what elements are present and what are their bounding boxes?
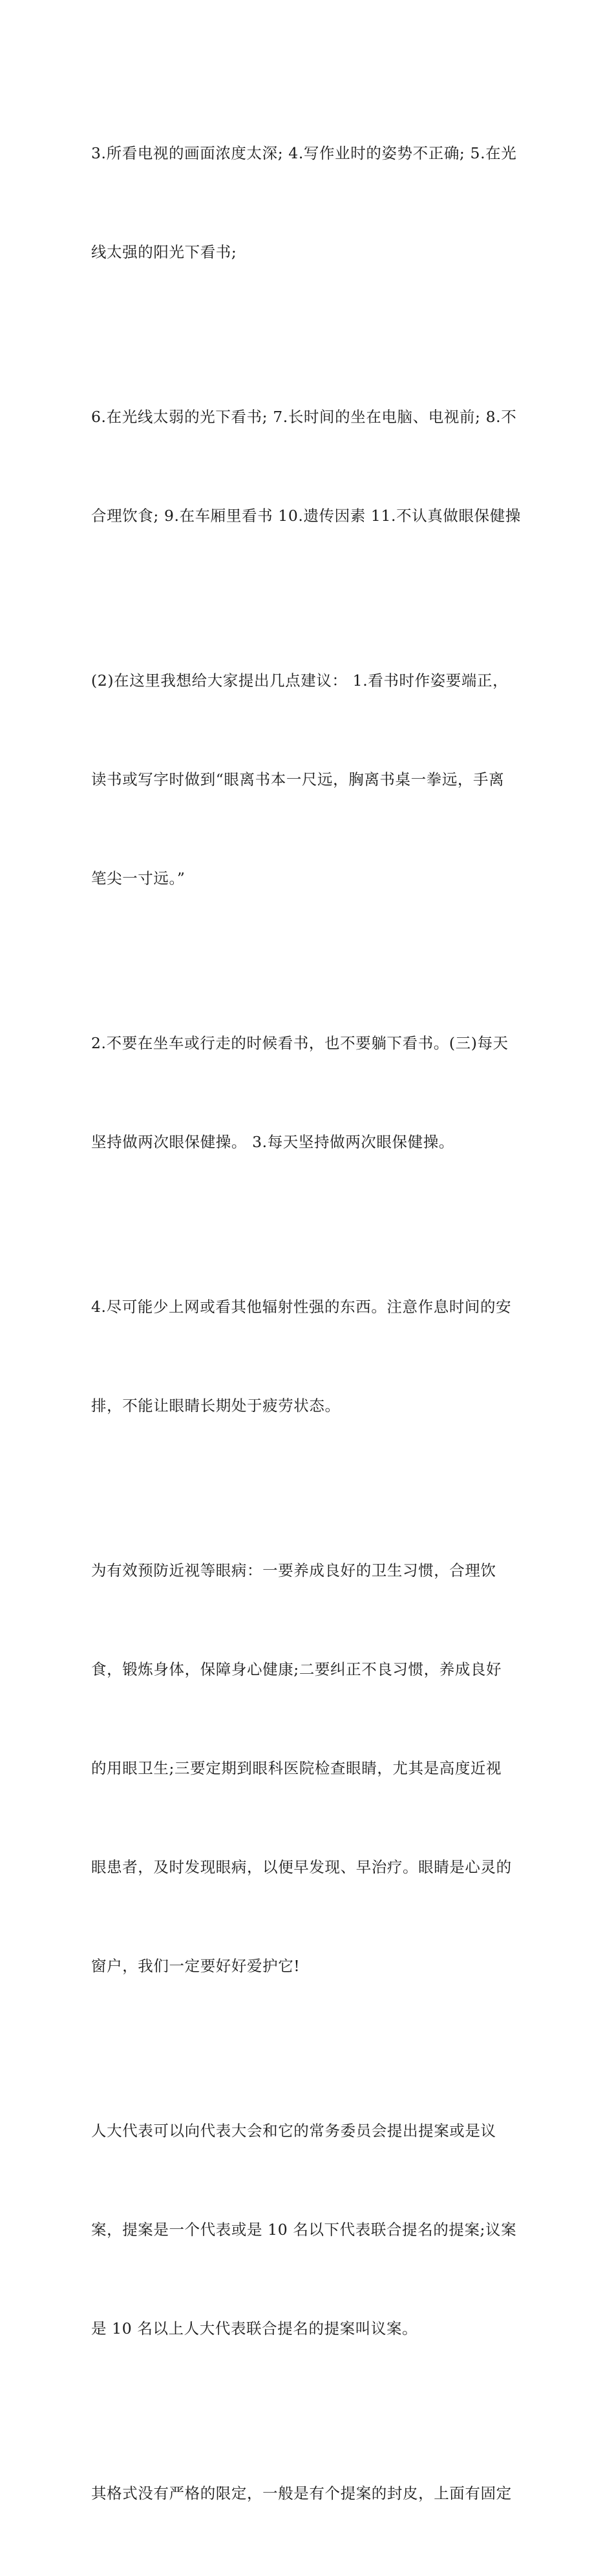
paragraph-suggestions-3 [91, 1225, 531, 1488]
text-line: 6.在光线太弱的光下看书; 7.长时间的坐在电脑、电视前; 8.不 [91, 408, 517, 426]
text-line: 笔尖一寸远。” [91, 869, 185, 887]
paragraph-causes-2 [91, 335, 531, 598]
paragraph-suggestions-1 [91, 598, 531, 961]
text-line: 食，锻炼身体，保障身心健康;二要纠正不良习惯，养成良好 [91, 1660, 502, 1678]
document-body [91, 71, 531, 2576]
text-line: 排，不能让眼睛长期处于疲劳状态。 [91, 1397, 341, 1415]
text-line: 4.尽可能少上网或看其他辐射性强的东西。注意作息时间的安 [91, 1298, 512, 1316]
text-line: 坚持做两次眼保健操。 3.每天坚持做两次眼保健操。 [91, 1133, 454, 1151]
text-line: 线太强的阳光下看书; [91, 243, 237, 261]
paragraph-proposal-format [91, 2411, 531, 2576]
text-line: 案，提案是一个代表或是 10 名以下代表联合提名的提案;议案 [91, 2221, 517, 2239]
text-line: 读书或写字时做到“眼离书本一尺远，胸离书桌一拳远，手离 [91, 770, 505, 788]
paragraph-proposal-definition [91, 2049, 531, 2411]
text-line: 眼患者，及时发现眼病，以便早发现、早治疗。眼睛是心灵的 [91, 1858, 512, 1876]
text-line: 其格式没有严格的限定，一般是有个提案的封皮，上面有固定 [91, 2484, 512, 2502]
text-line: 合理饮食; 9.在车厢里看书 10.遗传因素 11.不认真做眼保健操 [91, 507, 521, 525]
text-line: 的用眼卫生;三要定期到眼科医院检查眼睛，尤其是高度近视 [91, 1759, 502, 1777]
text-line: 2.不要在坐车或行走的时候看书，也不要躺下看书。(三)每天 [91, 1034, 509, 1052]
paragraph-causes-1 [91, 71, 531, 335]
text-line: 窗户，我们一定要好好爱护它! [91, 1957, 301, 1975]
text-line: 为有效预防近视等眼病：一要养成良好的卫生习惯，合理饮 [91, 1561, 496, 1579]
paragraph-prevention [91, 1488, 531, 2049]
text-line: 人大代表可以向代表大会和它的常务委员会提出提案或是议 [91, 2122, 496, 2140]
text-line: 是 10 名以上人大代表联合提名的提案叫议案。 [91, 2319, 418, 2338]
paragraph-suggestions-2 [91, 961, 531, 1225]
text-line: 3.所看电视的画面浓度太深; 4.写作业时的姿势不正确; 5.在光 [91, 144, 517, 162]
text-line: (2)在这里我想给大家提出几点建议： 1.看书时作姿要端正， [91, 671, 509, 690]
